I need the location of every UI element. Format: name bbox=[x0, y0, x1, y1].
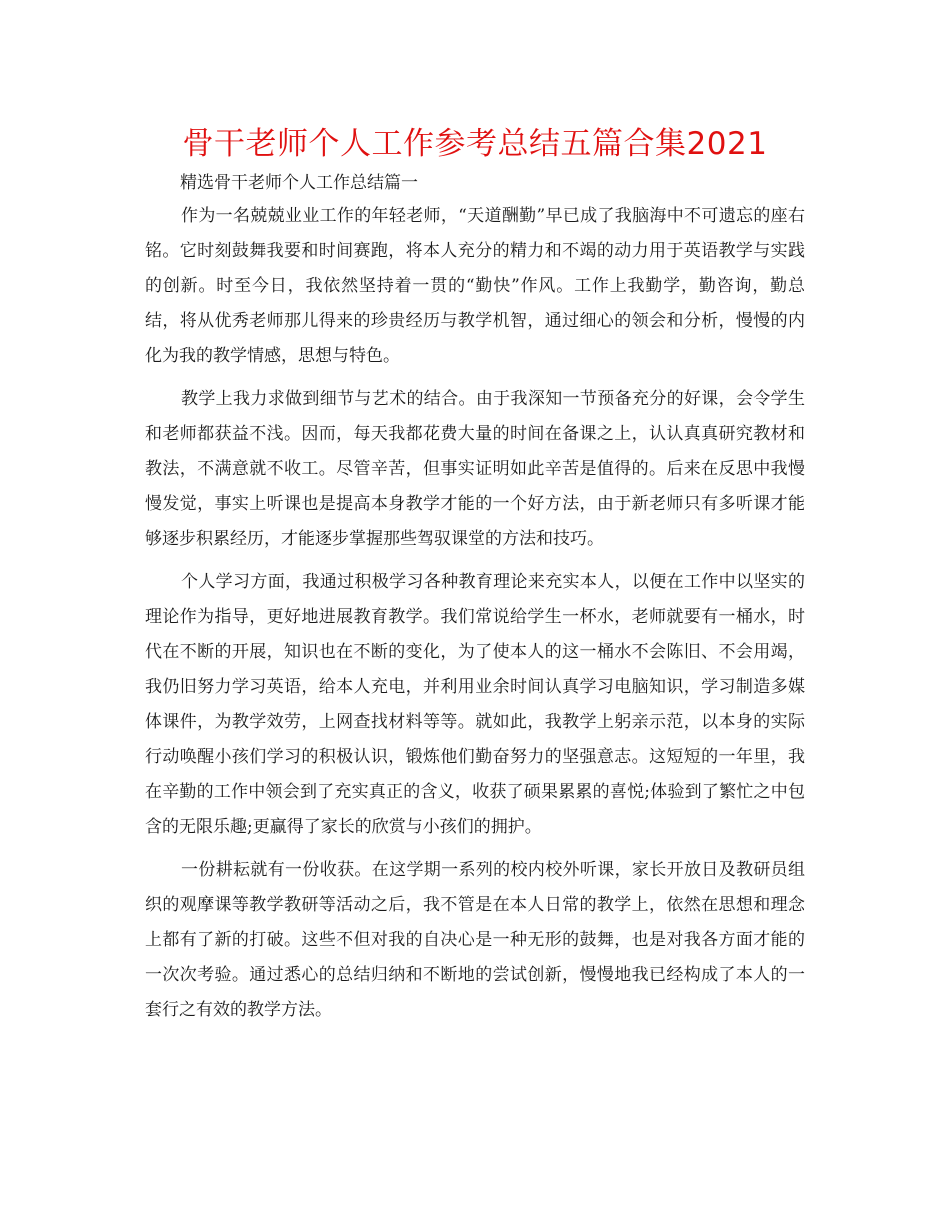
paragraph: 个人学习方面，我通过积极学习各种教育理论来充实本人，以便在工作中以坚实的理论作为指导，更好地进展教育教学。我们常说给学生一杯水，老师就要有一桶水，时代在不断的开展，知识也在不断的变化，为了使本人的这一桶水不会陈旧、不会用竭，我仍旧努力学习英语，给本人充电，并利用业余时间认真学习电脑知识，学习制造多媒体课件，为教学效劳，上网查找材料等等。就如此，我教学上躬亲示范，以本身的实际行动唤醒小孩们学习的积极认识，锻炼他们勤奋努力的坚强意志。这短短的一年里，我在辛勤的工作中领会到了充实真正的含义，收获了硕果累累的喜悦;体验到了繁忙之中包含的无限乐趣;更赢得了家长的欣赏与小孩们的拥护。 bbox=[145, 572, 805, 837]
paragraph: 一份耕耘就有一份收获。在这学期一系列的校内校外听课，家长开放日及教研员组织的观摩课等教学教研等活动之后，我不管是在本人日常的教学上，依然在思想和理念上都有了新的打破。这些不但对我的自决心是一种无形的鼓舞，也是对我各方面才能的一次次考验。通过悉心的总结归纳和不断地的尝试创新，慢慢地我已经构成了本人的一套行之有效的教学方法。 bbox=[145, 860, 805, 1020]
paragraph: 作为一名兢兢业业工作的年轻老师，“天道酬勤”早已成了我脑海中不可遗忘的座右铭。它时刻鼓舞我要和时间赛跑，将本人充分的精力和不竭的动力用于英语教学与实践的创新。时至今日，我依然坚持着一贯的“勤快”作风。工作上我勤学，勤咨询，勤总结，将从优秀老师那儿得来的珍贵经历与教学机智，通过细心的领会和分析，慢慢的内化为我的教学情感，思想与特色。 bbox=[145, 206, 805, 366]
paragraph: 教学上我力求做到细节与艺术的结合。由于我深知一节预备充分的好课，会令学生和老师都获益不浅。因而，每天我都花费大量的时间在备课之上，认认真真研究教材和教法，不满意就不收工。尽管辛苦，但事实证明如此辛苦是值得的。后来在反思中我慢慢发觉，事实上听课也是提高本身教学才能的一个好方法，由于新老师只有多听课才能够逐步积累经历，才能逐步掌握那些驾驭课堂的方法和技巧。 bbox=[145, 389, 805, 549]
section-subtitle: 精选骨干老师个人工作总结篇一 bbox=[180, 173, 418, 193]
document-body bbox=[145, 199, 805, 1036]
document-title: 骨干老师个人工作参考总结五篇合集2021 bbox=[182, 126, 768, 162]
